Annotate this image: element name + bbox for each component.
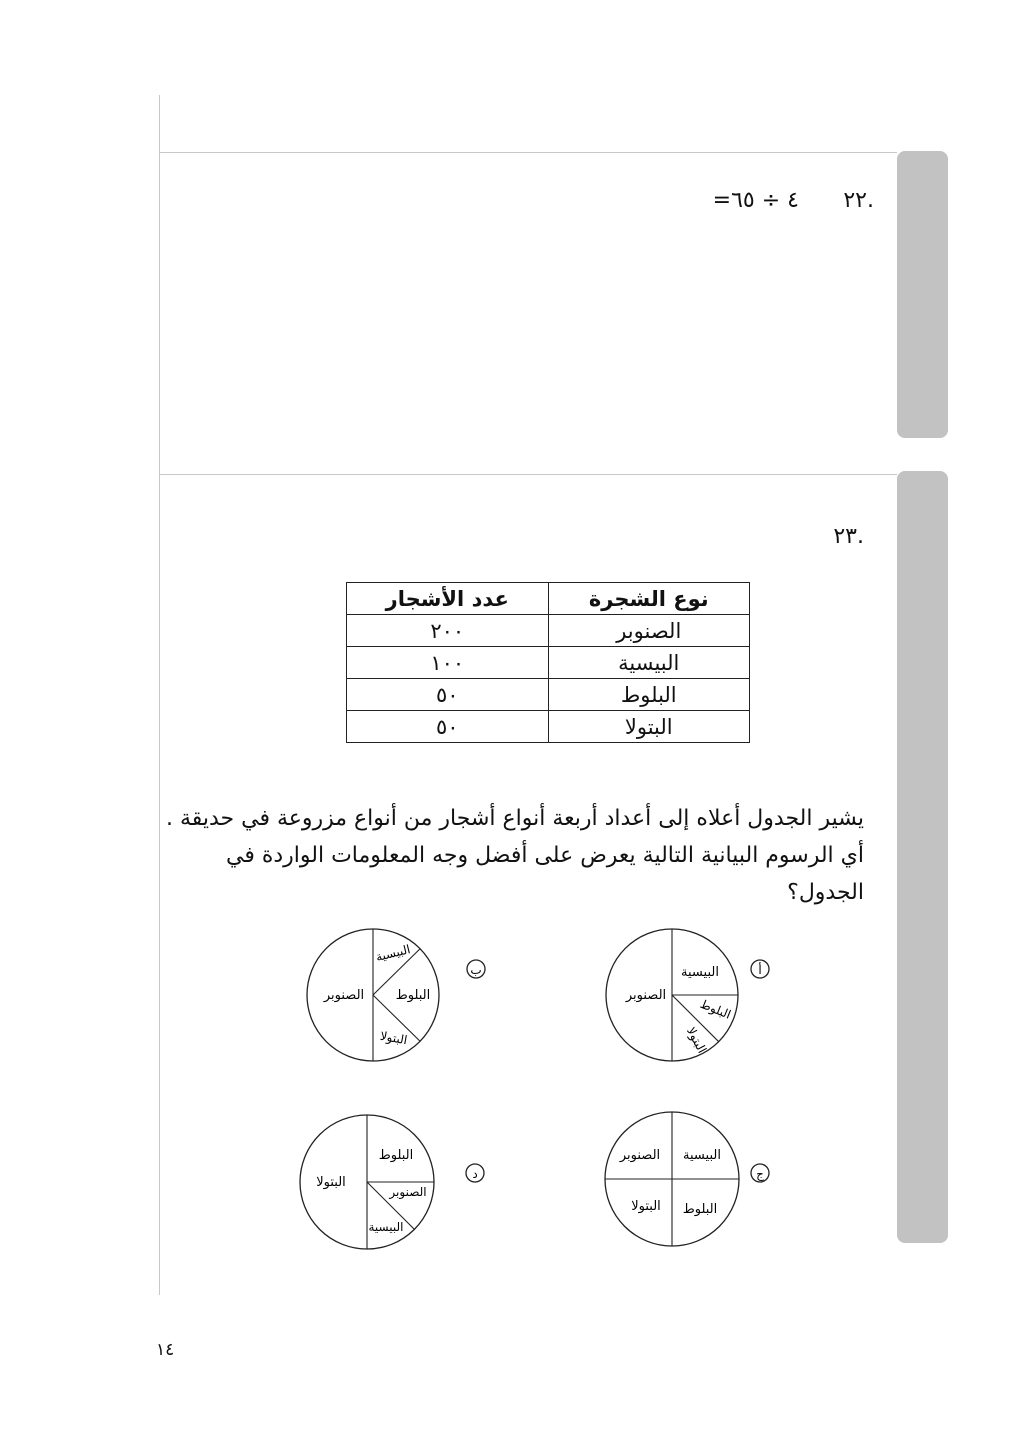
option-d[interactable] bbox=[300, 1115, 484, 1249]
tree-count-cell: ١٠٠ bbox=[347, 647, 549, 679]
pie-label: البتولا bbox=[316, 1175, 346, 1190]
option-a[interactable] bbox=[606, 929, 769, 1061]
option-letter: أ bbox=[758, 963, 762, 977]
question-line: يشير الجدول أعلاه إلى أعداد أربعة أنواع أشجار من أنواع مزروعة في حديقة . bbox=[165, 806, 864, 831]
option-c[interactable] bbox=[605, 1112, 769, 1246]
header-tree-count: عدد الأشجار bbox=[347, 583, 549, 615]
pie-label: البيسية bbox=[374, 942, 412, 965]
pie-label: البتولا bbox=[379, 1028, 409, 1048]
q22-expression: =٤ ÷ ٦٥ bbox=[712, 188, 799, 213]
tree-count-cell: ٥٠ bbox=[347, 679, 549, 711]
pie-label: الصنوبر bbox=[323, 988, 365, 1003]
pie-label: البلوط bbox=[698, 996, 733, 1022]
tree-type-cell: البتولا bbox=[548, 711, 750, 743]
pie-label: البتولا bbox=[631, 1199, 661, 1214]
option-letter: ج bbox=[756, 1167, 764, 1181]
tree-type-cell: الصنوبر bbox=[548, 615, 750, 647]
pie-label: الصنوبر bbox=[625, 988, 667, 1003]
tree-count-cell: ٢٠٠ bbox=[347, 615, 549, 647]
option-letter: د bbox=[472, 1167, 478, 1181]
pie-label: البيسية bbox=[681, 965, 719, 980]
pie-label: البتولا bbox=[683, 1024, 710, 1056]
pie-label: البلوط bbox=[395, 988, 431, 1003]
question-line: الجدول؟ bbox=[787, 880, 864, 905]
q22-number: .٢٢ bbox=[843, 188, 874, 213]
tree-type-cell: البلوط bbox=[548, 679, 750, 711]
pie-label: البيسية bbox=[368, 1220, 404, 1234]
header-tree-type: نوع الشجرة bbox=[548, 583, 750, 615]
page-number: ١٤ bbox=[156, 1340, 175, 1360]
question-line: أي الرسوم البيانية التالية يعرض على أفضل وجه المعلومات الواردة في bbox=[226, 843, 864, 868]
q23-number: .٢٣ bbox=[833, 524, 864, 549]
pie-label: البيسية bbox=[683, 1148, 721, 1163]
tree-count-cell: ٥٠ bbox=[347, 711, 549, 743]
pie-label: البلوط bbox=[378, 1148, 414, 1163]
pie-label: الصنوبر bbox=[389, 1185, 427, 1199]
tree-type-cell: البيسية bbox=[548, 647, 750, 679]
option-letter: ب bbox=[470, 963, 482, 977]
pie-label: الصنوبر bbox=[619, 1148, 661, 1163]
pie-label: البلوط bbox=[682, 1202, 718, 1217]
option-b[interactable] bbox=[307, 929, 485, 1061]
